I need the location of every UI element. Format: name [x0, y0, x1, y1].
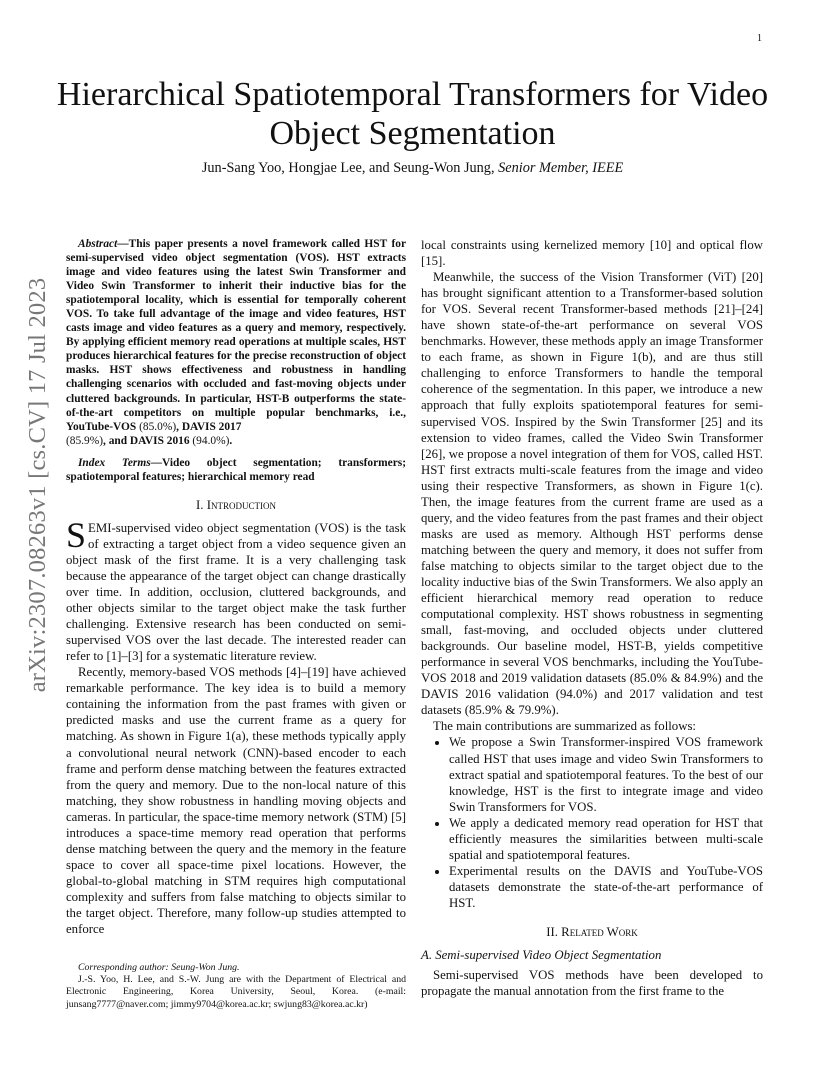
section-heading-introduction: I. Introduction [196, 497, 276, 512]
list-item: • Experimental results on the DAVIS and YouTube-VOS datasets demonstrate the state-of-the-art performance of HST. [449, 863, 763, 911]
subsection-heading: A. Semi-supervised Video Object Segmentation [421, 948, 662, 963]
arxiv-stamp: arXiv:2307.08263v1 [cs.CV] 17 Jul 2023 [24, 277, 51, 693]
abstract-text-4: . [229, 434, 233, 447]
contributions-list [421, 734, 763, 911]
intro-paragraph-2-continued: local constraints using kernelized memory [10] and optical flow [15]. [421, 238, 763, 269]
footnote-corresponding: Corresponding author: Seung-Won Jung. [78, 962, 240, 973]
authors: Jun-Sang Yoo, Hongjae Lee, and Seung-Won Jung, [201, 160, 495, 176]
related-work-paragraph-1: Semi-supervised VOS methods have been developed to propagate the manual annotation from the first frame to the [421, 968, 763, 999]
drop-cap: S [66, 514, 87, 555]
intro-paragraph-2: Recently, memory-based VOS methods [4]–[19] have achieved remarkable performance. The key idea is to build a memory containing the information from the past frames with given or predicted masks and use the current frame as a query for matching. As shown in Figure 1(a), these methods typically apply a convolutional neural network (CNN)-based encoder to each frame and perform dense matching between the features extracted from the query and memory. Due to the non-local nature of this matching, they show robustness in handling moving objects and cameras. In particular, the space-time memory network (STM) [5] introduces a space-time memory read operation that performs dense matching between the query and the memory in the feature space to cover all space-time pixel locations. However, the global-to-global matching in STM requires high computational complexity and suffers from false matching to objects similar to the target object. Therefore, many follow-up studies attempted to enforce [66, 665, 406, 937]
page-number: 1 [757, 33, 762, 44]
intro-paragraph-4: The main contributions are summarized as follows: [433, 719, 696, 734]
abstract-text-2: , DAVIS 2017 [176, 420, 242, 433]
footnote [66, 962, 406, 1011]
abstract-text: —This paper presents a novel framework called HST for semi-supervised video object segmentation (VOS). HST extracts image and video features using the latest Swin Transformer and Video Swin Transformer to inherit their inductive bias for the spatiotemporal locality, which is essential for temporally coherent VOS. To take full advantage of the image and video features, HST casts image and video features as a query and memory, respectively. By applying efficient memory read operations at multiple scales, HST produces hierarchical features for the precise reconstruction of object masks. HST shows effectiveness and robustness in handling challenging scenarios with occluded and fast-moving objects under cluttered backgrounds. In particular, HST-B outperforms the state-of-the-art competitors on multiple popular benchmarks, i.e., YouTube-VOS [66, 238, 406, 433]
author-line [45, 160, 780, 177]
index-terms-label: Index Terms [78, 456, 151, 469]
abstract-value-youtube: (85.0%) [139, 420, 177, 433]
right-column [421, 237, 763, 999]
list-item: • We propose a Swin Transformer-inspired VOS framework called HST that uses image and video Swin Transformers to extract spatial and spatiotemporal features. To the best of our knowledge, HST is the first to integrate image and video Swin Transformers for VOS. [449, 734, 763, 814]
intro-paragraph-1: SEMI-supervised video object segmentation (VOS) is the task of extracting a target object from a video sequence given an object mask of the first frame. It is a very challenging task because the appearance of the target object can change drastically over time. In addition, occlusion, cluttered backgrounds, and other objects similar to the target object make the task further challenging. Extensive research has been conducted on semi-supervised VOS over the last decade. The interested reader can refer to [1]–[3] for a systematic literature review. [66, 514, 406, 664]
abstract-label: Abstract [78, 238, 118, 250]
abstract-text-3: , and DAVIS 2016 [103, 434, 190, 447]
footnote-affiliation: J.-S. Yoo, H. Lee, and S.-W. Jung are with the Department of Electrical and Electronic Engineering, Korea University, Seoul, Korea. (e-mail: junsang7777@naver.com; jimmy9704@korea.ac.kr; swjung83@korea.ac.kr) [66, 974, 406, 1010]
abstract-value-davis2016: (94.0%) [192, 434, 230, 447]
author-title: Senior Member, IEEE [498, 160, 624, 176]
left-column [66, 237, 406, 937]
intro-paragraph-3: Meanwhile, the success of the Vision Transformer (ViT) [20] has brought significant attention to a Transformer-based solution for VOS. Several recent Transformer-based methods [21]–[24] have shown state-of-the-art performance on several VOS benchmarks. However, these methods apply an image Transformer to each frame, as shown in Figure 1(b), and are thus still challenging to enforce Transformers to handle the temporal coherence of the segmentation. In this paper, we introduce a new approach that fully exploits spatiotemporal features for semi-supervised VOS. Inspired by the Swin Transformer [25] and its extension to video frames, called the Video Swin Transformer [26], we propose a novel integration of them for VOS, called HST. HST first extracts multi-scale features from the image and video using their respective Transformers, as shown in Figure 1(c). Then, the image features from the current frame are used as a query, and the video features from the past frames and their object masks are used as memory. Although HST performs dense matching between the query and memory, it does not suffer from false matching to objects similar to the target object due to the locality inductive bias of the Swin Transformers. We also apply an efficient hierarchical memory read operation to reduce computational complexity. HST shows robustness in segmenting small, fast-moving, and occluded objects under cluttered backgrounds. Our baseline model, HST-B, yields competitive performance in several VOS benchmarks, including the YouTube-VOS 2018 and 2019 validation datasets (85.0% & 84.9%) and the DAVIS 2016 validation (94.0%) and 2017 validation and test datasets (85.9% & 79.9%). [421, 270, 763, 718]
paper-title: Hierarchical Spatiotemporal Transformers for Video Object Segmentation [56, 76, 769, 152]
index-terms-text: —Video object segmentation; transformers; spatiotemporal features; hierarchical memory read [66, 456, 406, 483]
abstract-value-davis2017: (85.9%) [66, 434, 104, 447]
section-heading-related-work: II. Related Work [546, 924, 638, 939]
abstract [66, 237, 406, 484]
list-item: • We apply a dedicated memory read operation for HST that efficiently measures the similarities between multi-scale spatial and spatiotemporal features. [449, 815, 763, 863]
